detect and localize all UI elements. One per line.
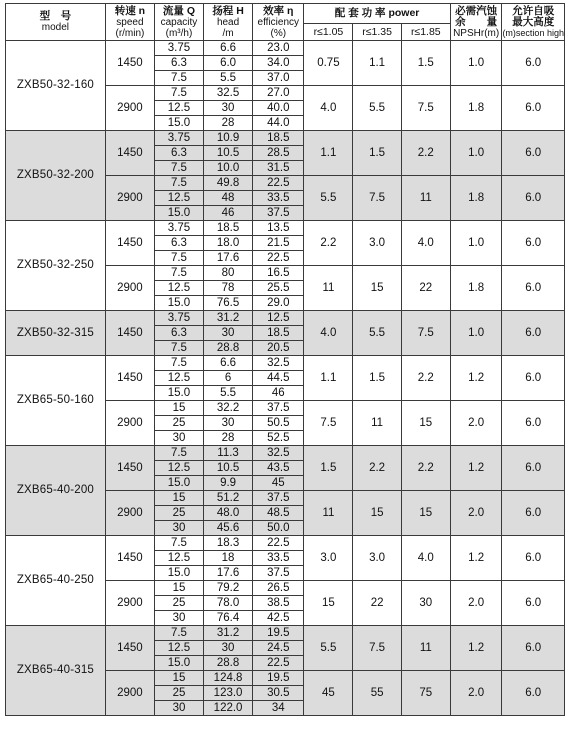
efficiency-cell: 22.5 xyxy=(253,536,304,551)
header-power-title-text: 配 套 功 率 power xyxy=(334,7,420,19)
capacity-cell: 12.5 xyxy=(155,101,204,116)
head-cell: 18.5 xyxy=(203,221,252,236)
power-cell-r135: 15 xyxy=(353,266,401,311)
efficiency-cell: 50.5 xyxy=(253,416,304,431)
power-cell-r185: 75 xyxy=(401,671,450,716)
capacity-cell: 6.3 xyxy=(155,236,204,251)
head-cell: 11.3 xyxy=(203,446,252,461)
npsh-cell: 1.0 xyxy=(450,131,502,176)
head-cell: 45.6 xyxy=(203,521,252,536)
efficiency-cell: 43.5 xyxy=(253,461,304,476)
efficiency-cell: 37.5 xyxy=(253,491,304,506)
table-row xyxy=(6,311,565,326)
header-speed-en: speed xyxy=(116,16,144,28)
power-cell-r105: 1.1 xyxy=(304,356,353,401)
power-cell-r135: 55 xyxy=(353,671,401,716)
efficiency-cell: 48.5 xyxy=(253,506,304,521)
power-cell-r185: 15 xyxy=(401,401,450,446)
capacity-cell: 3.75 xyxy=(155,131,204,146)
capacity-cell: 15 xyxy=(155,491,204,506)
model-cell: ZXB65-40-200 xyxy=(6,446,106,536)
power-cell-r105: 45 xyxy=(304,671,353,716)
efficiency-cell: 38.5 xyxy=(253,596,304,611)
head-cell: 6 xyxy=(203,371,252,386)
efficiency-cell: 18.5 xyxy=(253,131,304,146)
npsh-cell: 1.2 xyxy=(450,356,502,401)
suction-height-cell: 6.0 xyxy=(502,41,565,86)
model-cell: ZXB50-32-200 xyxy=(6,131,106,221)
head-cell: 124.8 xyxy=(203,671,252,686)
suction-height-cell: 6.0 xyxy=(502,581,565,626)
npsh-cell: 1.8 xyxy=(450,86,502,131)
head-cell: 10.5 xyxy=(203,461,252,476)
power-cell-r135: 1.5 xyxy=(353,356,401,401)
npsh-cell: 1.0 xyxy=(450,41,502,86)
head-cell: 48.0 xyxy=(203,506,252,521)
header-power-col-1: r≤1.05 xyxy=(304,24,353,41)
table-row xyxy=(6,41,565,56)
model-cell: ZXB65-40-315 xyxy=(6,626,106,716)
speed-cell: 1450 xyxy=(105,221,154,266)
power-cell-r135: 3.0 xyxy=(353,536,401,581)
capacity-cell: 25 xyxy=(155,506,204,521)
capacity-cell: 3.75 xyxy=(155,41,204,56)
header-head-en: head xyxy=(216,16,240,28)
efficiency-cell: 37.0 xyxy=(253,71,304,86)
spec-table-wrapper xyxy=(5,3,565,716)
capacity-cell: 15 xyxy=(155,581,204,596)
capacity-cell: 7.5 xyxy=(155,161,204,176)
efficiency-cell: 20.5 xyxy=(253,341,304,356)
efficiency-cell: 34.0 xyxy=(253,56,304,71)
efficiency-cell: 28.5 xyxy=(253,146,304,161)
power-cell-r135: 5.5 xyxy=(353,86,401,131)
speed-cell: 2900 xyxy=(105,401,154,446)
suction-height-cell: 6.0 xyxy=(502,536,565,581)
head-cell: 30 xyxy=(203,641,252,656)
efficiency-cell: 40.0 xyxy=(253,101,304,116)
header-power-col-3: r≤1.85 xyxy=(401,24,450,41)
capacity-cell: 25 xyxy=(155,416,204,431)
head-cell: 76.5 xyxy=(203,296,252,311)
speed-cell: 1450 xyxy=(105,536,154,581)
efficiency-cell: 21.5 xyxy=(253,236,304,251)
capacity-cell: 15.0 xyxy=(155,386,204,401)
efficiency-cell: 34 xyxy=(253,701,304,716)
efficiency-cell: 31.5 xyxy=(253,161,304,176)
head-cell: 80 xyxy=(203,266,252,281)
efficiency-cell: 16.5 xyxy=(253,266,304,281)
power-cell-r135: 1.1 xyxy=(353,41,401,86)
capacity-cell: 6.3 xyxy=(155,326,204,341)
efficiency-cell: 30.5 xyxy=(253,686,304,701)
model-cell: ZXB65-50-160 xyxy=(6,356,106,446)
suction-height-cell: 6.0 xyxy=(502,86,565,131)
model-cell: ZXB50-32-250 xyxy=(6,221,106,311)
speed-cell: 1450 xyxy=(105,626,154,671)
table-row xyxy=(6,131,565,146)
table-row xyxy=(6,356,565,371)
capacity-cell: 30 xyxy=(155,611,204,626)
power-cell-r185: 11 xyxy=(401,626,450,671)
head-cell: 28.8 xyxy=(203,656,252,671)
head-cell: 76.4 xyxy=(203,611,252,626)
header-model-en: model xyxy=(41,22,70,33)
header-npsh-cn2: 余 量 xyxy=(455,15,498,28)
efficiency-cell: 46 xyxy=(253,386,304,401)
head-cell: 30 xyxy=(203,326,252,341)
capacity-cell: 3.75 xyxy=(155,311,204,326)
head-cell: 6.6 xyxy=(203,356,252,371)
efficiency-cell: 33.5 xyxy=(253,191,304,206)
power-cell-r135: 7.5 xyxy=(353,176,401,221)
suction-height-cell: 6.0 xyxy=(502,491,565,536)
head-cell: 10.9 xyxy=(203,131,252,146)
efficiency-cell: 44.5 xyxy=(253,371,304,386)
power-cell-r105: 2.2 xyxy=(304,221,353,266)
power-cell-r105: 1.1 xyxy=(304,131,353,176)
capacity-cell: 3.75 xyxy=(155,221,204,236)
npsh-cell: 2.0 xyxy=(450,671,502,716)
capacity-cell: 6.3 xyxy=(155,146,204,161)
efficiency-cell: 19.5 xyxy=(253,671,304,686)
header-efficiency-en: efficiency xyxy=(257,16,300,28)
efficiency-cell: 52.5 xyxy=(253,431,304,446)
head-cell: 30 xyxy=(203,101,252,116)
npsh-cell: 1.8 xyxy=(450,266,502,311)
capacity-cell: 15 xyxy=(155,671,204,686)
npsh-cell: 1.0 xyxy=(450,221,502,266)
capacity-cell: 12.5 xyxy=(155,551,204,566)
head-cell: 28 xyxy=(203,116,252,131)
efficiency-cell: 26.5 xyxy=(253,581,304,596)
capacity-cell: 30 xyxy=(155,521,204,536)
head-cell: 28 xyxy=(203,431,252,446)
pump-performance-table xyxy=(5,3,565,716)
head-cell: 17.6 xyxy=(203,251,252,266)
header-speed xyxy=(105,4,154,41)
header-efficiency-unit: (%) xyxy=(270,27,287,39)
header-capacity-cn: 流量 Q xyxy=(162,4,196,17)
power-cell-r135: 5.5 xyxy=(353,311,401,356)
header-power-title xyxy=(304,4,451,24)
capacity-cell: 6.3 xyxy=(155,56,204,71)
speed-cell: 2900 xyxy=(105,671,154,716)
head-cell: 79.2 xyxy=(203,581,252,596)
head-cell: 123.0 xyxy=(203,686,252,701)
speed-cell: 2900 xyxy=(105,581,154,626)
head-cell: 32.2 xyxy=(203,401,252,416)
npsh-cell: 2.0 xyxy=(450,581,502,626)
model-cell: ZXB50-32-160 xyxy=(6,41,106,131)
npsh-cell: 1.2 xyxy=(450,626,502,671)
suction-height-cell: 6.0 xyxy=(502,446,565,491)
power-cell-r105: 15 xyxy=(304,581,353,626)
power-cell-r185: 15 xyxy=(401,491,450,536)
efficiency-cell: 45 xyxy=(253,476,304,491)
power-cell-r105: 11 xyxy=(304,266,353,311)
power-cell-r105: 11 xyxy=(304,491,353,536)
power-cell-r105: 5.5 xyxy=(304,626,353,671)
capacity-cell: 30 xyxy=(155,701,204,716)
power-cell-r135: 15 xyxy=(353,491,401,536)
efficiency-cell: 18.5 xyxy=(253,326,304,341)
capacity-cell: 15.0 xyxy=(155,296,204,311)
head-cell: 78 xyxy=(203,281,252,296)
speed-cell: 1450 xyxy=(105,41,154,86)
capacity-cell: 7.5 xyxy=(155,446,204,461)
header-height-en: (m)section high xyxy=(502,27,564,38)
head-cell: 32.5 xyxy=(203,86,252,101)
capacity-cell: 12.5 xyxy=(155,461,204,476)
head-cell: 9.9 xyxy=(203,476,252,491)
capacity-cell: 12.5 xyxy=(155,371,204,386)
table-row xyxy=(6,221,565,236)
capacity-cell: 7.5 xyxy=(155,536,204,551)
head-cell: 122.0 xyxy=(203,701,252,716)
capacity-cell: 25 xyxy=(155,686,204,701)
model-cell: ZXB50-32-315 xyxy=(6,311,106,356)
capacity-cell: 7.5 xyxy=(155,176,204,191)
head-cell: 31.2 xyxy=(203,626,252,641)
head-cell: 5.5 xyxy=(203,386,252,401)
header-power-col-2: r≤1.35 xyxy=(353,24,401,41)
capacity-cell: 7.5 xyxy=(155,341,204,356)
power-cell-r135: 1.5 xyxy=(353,131,401,176)
power-cell-r105: 4.0 xyxy=(304,86,353,131)
table-row xyxy=(6,446,565,461)
speed-cell: 2900 xyxy=(105,176,154,221)
header-capacity-unit: (m³/h) xyxy=(165,27,193,39)
head-cell: 31.2 xyxy=(203,311,252,326)
capacity-cell: 12.5 xyxy=(155,281,204,296)
header-speed-unit: (r/min) xyxy=(115,27,145,39)
power-cell-r105: 4.0 xyxy=(304,311,353,356)
head-cell: 48 xyxy=(203,191,252,206)
power-cell-r185: 2.2 xyxy=(401,131,450,176)
capacity-cell: 7.5 xyxy=(155,71,204,86)
capacity-cell: 12.5 xyxy=(155,641,204,656)
power-cell-r185: 11 xyxy=(401,176,450,221)
header-model-cn: 型 号 xyxy=(39,10,72,22)
suction-height-cell: 6.0 xyxy=(502,266,565,311)
header-capacity xyxy=(155,4,204,41)
power-cell-r105: 0.75 xyxy=(304,41,353,86)
efficiency-cell: 23.0 xyxy=(253,41,304,56)
npsh-cell: 1.2 xyxy=(450,536,502,581)
header-height-cn2: 最大高度 xyxy=(512,15,555,28)
head-cell: 49.8 xyxy=(203,176,252,191)
head-cell: 18.0 xyxy=(203,236,252,251)
table-row xyxy=(6,536,565,551)
table-body xyxy=(6,41,565,716)
power-cell-r185: 7.5 xyxy=(401,86,450,131)
suction-height-cell: 6.0 xyxy=(502,311,565,356)
power-cell-r135: 22 xyxy=(353,581,401,626)
npsh-cell: 1.2 xyxy=(450,446,502,491)
suction-height-cell: 6.0 xyxy=(502,671,565,716)
capacity-cell: 15.0 xyxy=(155,206,204,221)
capacity-cell: 15.0 xyxy=(155,116,204,131)
suction-height-cell: 6.0 xyxy=(502,401,565,446)
speed-cell: 1450 xyxy=(105,131,154,176)
power-cell-r135: 2.2 xyxy=(353,446,401,491)
power-cell-r185: 30 xyxy=(401,581,450,626)
header-head xyxy=(203,4,252,41)
power-cell-r135: 3.0 xyxy=(353,221,401,266)
suction-height-cell: 6.0 xyxy=(502,356,565,401)
header-head-cn: 扬程 H xyxy=(212,4,244,17)
head-cell: 30 xyxy=(203,416,252,431)
head-cell: 28.8 xyxy=(203,341,252,356)
efficiency-cell: 32.5 xyxy=(253,356,304,371)
speed-cell: 2900 xyxy=(105,86,154,131)
head-cell: 18 xyxy=(203,551,252,566)
power-cell-r135: 11 xyxy=(353,401,401,446)
power-cell-r185: 7.5 xyxy=(401,311,450,356)
suction-height-cell: 6.0 xyxy=(502,131,565,176)
efficiency-cell: 37.5 xyxy=(253,566,304,581)
power-cell-r105: 7.5 xyxy=(304,401,353,446)
speed-cell: 1450 xyxy=(105,356,154,401)
capacity-cell: 15.0 xyxy=(155,656,204,671)
power-cell-r185: 1.5 xyxy=(401,41,450,86)
header-npsh xyxy=(450,4,502,41)
capacity-cell: 30 xyxy=(155,431,204,446)
efficiency-cell: 33.5 xyxy=(253,551,304,566)
power-cell-r185: 4.0 xyxy=(401,221,450,266)
efficiency-cell: 24.5 xyxy=(253,641,304,656)
head-cell: 51.2 xyxy=(203,491,252,506)
power-cell-r135: 7.5 xyxy=(353,626,401,671)
header-efficiency xyxy=(253,4,304,41)
power-cell-r185: 2.2 xyxy=(401,446,450,491)
efficiency-cell: 29.0 xyxy=(253,296,304,311)
npsh-cell: 1.0 xyxy=(450,311,502,356)
power-cell-r105: 1.5 xyxy=(304,446,353,491)
efficiency-cell: 12.5 xyxy=(253,311,304,326)
header-efficiency-cn: 效率 η xyxy=(263,4,294,17)
speed-cell: 2900 xyxy=(105,266,154,311)
efficiency-cell: 22.5 xyxy=(253,656,304,671)
capacity-cell: 7.5 xyxy=(155,266,204,281)
header-npsh-cn1: 必需汽蚀 xyxy=(455,4,498,17)
head-cell: 6.6 xyxy=(203,41,252,56)
efficiency-cell: 22.5 xyxy=(253,176,304,191)
head-cell: 10.5 xyxy=(203,146,252,161)
header-npsh-en: NPSHr(m) xyxy=(453,27,500,39)
capacity-cell: 7.5 xyxy=(155,251,204,266)
capacity-cell: 12.5 xyxy=(155,191,204,206)
speed-cell: 1450 xyxy=(105,311,154,356)
suction-height-cell: 6.0 xyxy=(502,626,565,671)
capacity-cell: 15 xyxy=(155,401,204,416)
capacity-cell: 15.0 xyxy=(155,566,204,581)
head-cell: 46 xyxy=(203,206,252,221)
efficiency-cell: 37.5 xyxy=(253,206,304,221)
header-capacity-en: capacity xyxy=(160,16,198,28)
npsh-cell: 2.0 xyxy=(450,401,502,446)
capacity-cell: 7.5 xyxy=(155,626,204,641)
head-cell: 17.6 xyxy=(203,566,252,581)
efficiency-cell: 50.0 xyxy=(253,521,304,536)
speed-cell: 2900 xyxy=(105,491,154,536)
model-cell: ZXB65-40-250 xyxy=(6,536,106,626)
power-cell-r185: 22 xyxy=(401,266,450,311)
capacity-cell: 15.0 xyxy=(155,476,204,491)
efficiency-cell: 44.0 xyxy=(253,116,304,131)
efficiency-cell: 13.5 xyxy=(253,221,304,236)
power-cell-r185: 4.0 xyxy=(401,536,450,581)
header-height xyxy=(502,4,565,41)
header-model xyxy=(6,4,106,41)
suction-height-cell: 6.0 xyxy=(502,176,565,221)
efficiency-cell: 27.0 xyxy=(253,86,304,101)
efficiency-cell: 25.5 xyxy=(253,281,304,296)
header-head-unit: /m xyxy=(222,27,234,39)
efficiency-cell: 42.5 xyxy=(253,611,304,626)
capacity-cell: 7.5 xyxy=(155,356,204,371)
efficiency-cell: 37.5 xyxy=(253,401,304,416)
head-cell: 18.3 xyxy=(203,536,252,551)
power-cell-r185: 2.2 xyxy=(401,356,450,401)
power-cell-r105: 5.5 xyxy=(304,176,353,221)
power-cell-r105: 3.0 xyxy=(304,536,353,581)
suction-height-cell: 6.0 xyxy=(502,221,565,266)
efficiency-cell: 19.5 xyxy=(253,626,304,641)
capacity-cell: 7.5 xyxy=(155,86,204,101)
speed-cell: 1450 xyxy=(105,446,154,491)
head-cell: 10.0 xyxy=(203,161,252,176)
efficiency-cell: 22.5 xyxy=(253,251,304,266)
npsh-cell: 1.8 xyxy=(450,176,502,221)
npsh-cell: 2.0 xyxy=(450,491,502,536)
head-cell: 78.0 xyxy=(203,596,252,611)
header-speed-cn: 转速 n xyxy=(114,4,146,17)
header-height-cn1: 允许自吸 xyxy=(512,4,555,17)
head-cell: 6.0 xyxy=(203,56,252,71)
table-header xyxy=(6,4,565,41)
efficiency-cell: 32.5 xyxy=(253,446,304,461)
head-cell: 5.5 xyxy=(203,71,252,86)
capacity-cell: 25 xyxy=(155,596,204,611)
table-row xyxy=(6,626,565,641)
